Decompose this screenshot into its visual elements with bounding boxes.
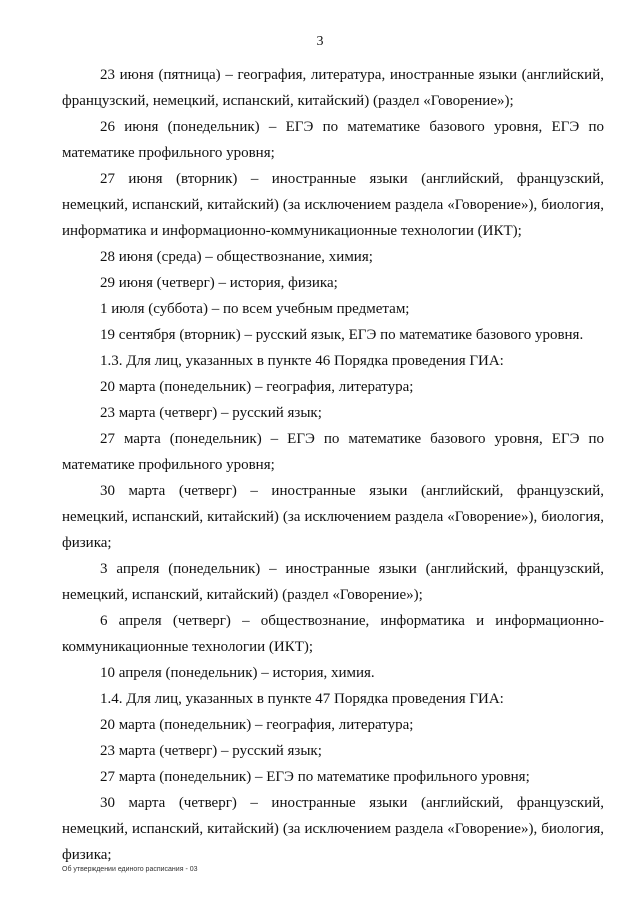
section-1-3-heading: 1.3. Для лиц, указанных в пункте 46 Порядка проведения ГИА: [100, 353, 504, 369]
paragraph-march-23-s14: 23 марта (четверг) – русский язык; [100, 743, 322, 759]
document-footer: Об утверждении единого расписания - 03 [62, 866, 198, 873]
paragraph-march-20: 20 марта (понедельник) – география, литература; [100, 379, 414, 395]
paragraph-april-10: 10 апреля (понедельник) – история, химия. [100, 665, 375, 681]
paragraph-march-23: 23 марта (четверг) – русский язык; [100, 405, 322, 421]
paragraph-june-27: 27 июня (вторник) – иностранные языки (английский, французский, немецкий, испанский, китайский) (за исключением раздела «Говорение»), биология, информатика и информационно-коммуникационные технологии (ИКТ); [62, 171, 604, 239]
paragraph-september-19: 19 сентября (вторник) – русский язык, ЕГЭ по математике базового уровня. [100, 327, 584, 343]
section-1-4-heading: 1.4. Для лиц, указанных в пункте 47 Порядка проведения ГИА: [100, 691, 504, 707]
paragraph-june-26: 26 июня (понедельник) – ЕГЭ по математике базового уровня, ЕГЭ по математике профильного уровня; [62, 119, 604, 161]
paragraph-july-1: 1 июля (суббота) – по всем учебным предметам; [100, 301, 410, 317]
paragraph-march-27-s14: 27 марта (понедельник) – ЕГЭ по математике профильного уровня; [100, 769, 530, 785]
paragraph-march-27: 27 марта (понедельник) – ЕГЭ по математике базового уровня, ЕГЭ по математике профильного уровня; [62, 431, 604, 473]
paragraph-june-29: 29 июня (четверг) – история, физика; [100, 275, 338, 291]
paragraph-april-3: 3 апреля (понедельник) – иностранные языки (английский, французский, немецкий, испанский, китайский) (раздел «Говорение»); [62, 561, 604, 603]
paragraph-june-23: 23 июня (пятница) – география, литература, иностранные языки (английский, французский, немецкий, испанский, китайский) (раздел «Говорение»); [62, 67, 604, 109]
document-body [62, 62, 604, 868]
paragraph-april-6: 6 апреля (четверг) – обществознание, информатика и информационно-коммуникационные технологии (ИКТ); [62, 613, 604, 655]
page-number: 3 [316, 34, 324, 49]
paragraph-march-30: 30 марта (четверг) – иностранные языки (английский, французский, немецкий, испанский, китайский) (за исключением раздела «Говорение»), биология, физика; [62, 483, 604, 551]
paragraph-june-28: 28 июня (среда) – обществознание, химия; [100, 249, 373, 265]
paragraph-march-30-s14: 30 марта (четверг) – иностранные языки (английский, французский, немецкий, испанский, китайский) (за исключением раздела «Говорение»), биология, физика; [62, 795, 604, 863]
paragraph-march-20-s14: 20 марта (понедельник) – география, литература; [100, 717, 414, 733]
